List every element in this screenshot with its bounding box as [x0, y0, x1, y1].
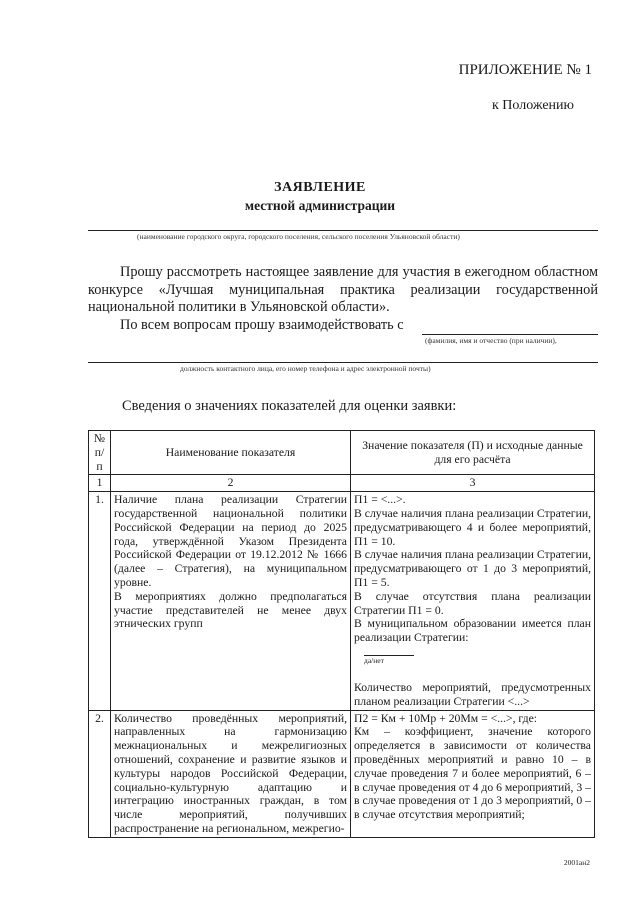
yes-no-fill-line	[364, 645, 414, 656]
indicator-name-text: Наличие плана реализации Стратегии государственной национальной политики Российской Федерации на период до 2025 года, утверждённой Указом Президента Российской Федерации от 19.12.2012 № 1666 (далее – Стратегия), на муниципальном уровне.	[114, 493, 347, 589]
table-header-row	[89, 431, 595, 475]
section-heading: Сведения о значениях показателей для оценки заявки:	[122, 398, 457, 414]
position-fill-line	[88, 362, 598, 363]
table-column-number-row	[89, 475, 595, 492]
table-row	[89, 710, 595, 837]
column-number: 2	[111, 475, 351, 492]
value-rule: В случае отсутствия плана реализации Стратегии П1 = 0.	[354, 589, 591, 617]
value-rule: Км – коэффициент, значение которого определяется в зависимости от количества проведённых мероприятий и равно 10 – в случае проведения 7 и более мероприятий, 6 – в случае проведения от 4 до 6 мероприятий, 3 – в случае проведения от 1 до 3 мероприятий, 0 – в случае отсутствия мероприятий;	[354, 725, 591, 822]
header-cell-name: Наименование показателя	[111, 431, 351, 475]
fio-caption: (фамилия, имя и отчество (при наличии),	[425, 336, 557, 345]
indicator-value-cell	[351, 710, 595, 837]
value-formula: П1 = <...>.	[354, 493, 406, 507]
document-title: ЗАЯВЛЕНИЕ	[274, 180, 366, 195]
column-number: 1	[89, 475, 111, 492]
appendix-reference: к Положению	[491, 98, 574, 113]
indicator-name-cell	[111, 492, 351, 710]
indicator-value-cell	[351, 492, 595, 710]
request-paragraph: Прошу рассмотреть настоящее заявление для участия в ежегодном областном конкурсе «Лучшая муниципальная практика реализации государственной национальной политики в Ульяновской области».	[88, 264, 598, 315]
row-number: 2.	[89, 710, 111, 837]
yes-no-caption: да/нет	[364, 655, 384, 665]
position-caption: должность контактного лица, его номер телефона и адрес электронной почты)	[180, 364, 431, 373]
fio-fill-line	[422, 334, 598, 335]
document-subtitle: местной администрации	[244, 198, 396, 213]
indicator-note-text: В мероприятиях должно предполагаться участие представителей не менее двух этнических групп	[114, 589, 347, 631]
indicator-name-text: Количество проведённых мероприятий, направленных на гармонизацию межнациональных и межрелигиозных отношений, сохранение и развитие языков и культуры народов Российской Федерации, социально-культурную адаптацию и интеграцию иностранных граждан, в том числе мероприятий, получивших распространение на региональном, межрегио-	[114, 711, 347, 835]
plan-availability-text: В муниципальном образовании имеется план реализации Стратегии:	[354, 617, 591, 645]
header-cell-value: Значение показателя (П) и исходные данные для его расчёта	[351, 431, 595, 475]
appendix-number: ПРИЛОЖЕНИЕ № 1	[458, 62, 592, 78]
contact-paragraph: По всем вопросам прошу взаимодействовать с	[120, 317, 404, 333]
row-number: 1.	[89, 492, 111, 710]
header-cell-number: № п/п	[89, 431, 111, 475]
value-rule: В случае наличия плана реализации Стратегии, предусматривающего 4 и более мероприятий, П1 = 10.	[354, 506, 591, 548]
municipality-fill-line	[88, 230, 598, 231]
column-number: 3	[351, 475, 595, 492]
value-rule: В случае наличия плана реализации Стратегии, предусматривающего от 1 до 3 мероприятий, П1 = 5.	[354, 548, 591, 589]
document-code: 2001ан2	[563, 858, 590, 867]
value-formula: П2 = Км + 10Мр + 20Мм = <...>, где:	[354, 711, 537, 725]
table-row	[89, 492, 595, 710]
municipality-caption: (наименование городского округа, городского поселения, сельского поселения Ульяновской области)	[137, 232, 460, 241]
indicator-name-cell	[111, 710, 351, 837]
indicators-table	[88, 430, 595, 838]
events-count-text: Количество мероприятий, предусмотренных планом реализации Стратегии <...>	[354, 680, 591, 708]
